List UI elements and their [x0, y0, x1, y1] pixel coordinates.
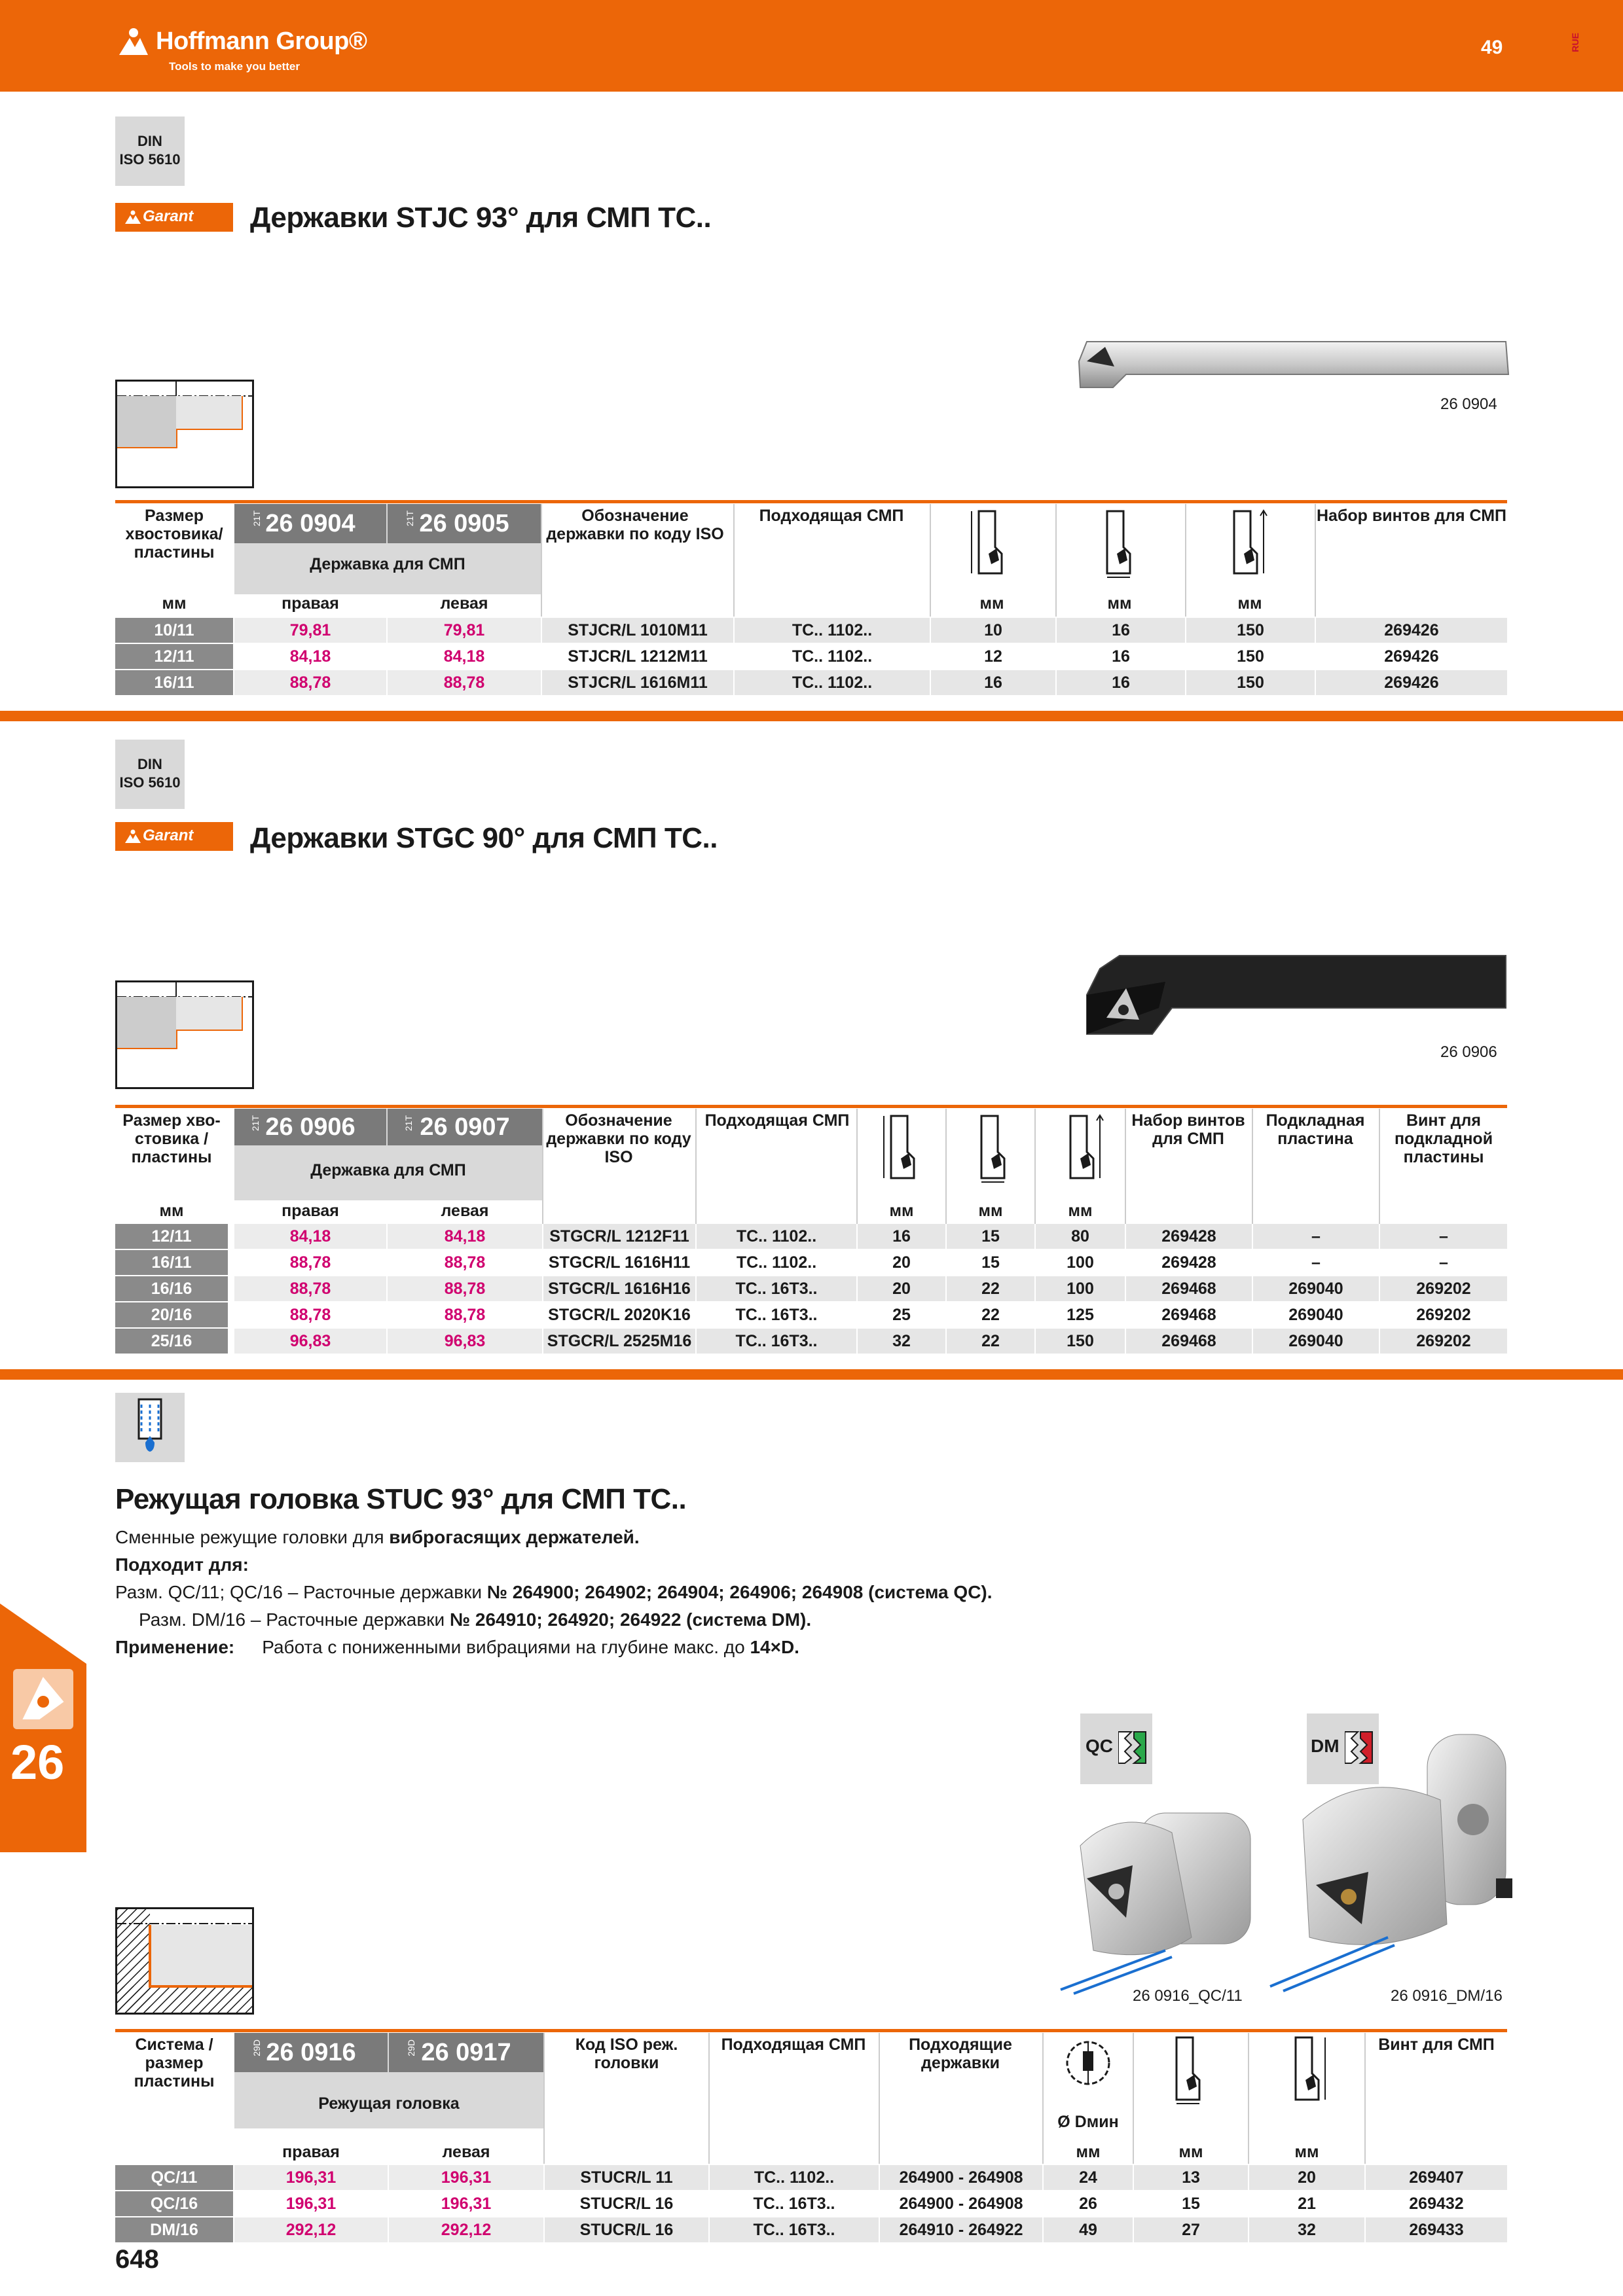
dimension-l-icon: [1061, 1113, 1106, 1185]
iso-label: ISO 5610: [119, 774, 181, 791]
cutting-head-qc-image: [1041, 1793, 1257, 1996]
cell-insert: TC.. 1102..: [792, 647, 873, 666]
table-row: [115, 644, 1507, 669]
article-code-right: [234, 2033, 388, 2072]
cell-holders: 264900 - 264908: [880, 2165, 1042, 2190]
coolant-icon: [115, 1393, 185, 1462]
dimension-f-icon: [1167, 2034, 1213, 2106]
cell-price-right: 196,31: [234, 2191, 388, 2216]
cell-dim3: 32: [1249, 2217, 1364, 2242]
unit-d1: мм: [889, 1202, 914, 1220]
code-number: 26 0904: [265, 510, 356, 537]
code-number: 26 0906: [265, 1113, 356, 1141]
cell-size: QC/16: [115, 2191, 233, 2216]
cell-designation: STUCR/L 11: [545, 2165, 708, 2190]
table-row: [115, 670, 1507, 695]
table-top-rule: [115, 2029, 1507, 2032]
cell-screws: 269428: [1161, 1253, 1216, 1272]
page-number-bottom: 648: [115, 2245, 159, 2274]
cell-price-left: 84,18: [388, 644, 541, 669]
unit-d3: мм: [1237, 594, 1262, 613]
chapter-tab: [0, 1604, 86, 1852]
table-row: [115, 1302, 1507, 1327]
cell-price-left: 88,78: [388, 1250, 542, 1275]
iso-label: ISO 5610: [119, 151, 181, 168]
cell-screws: 269426: [1384, 647, 1439, 666]
sketch-diagram: [117, 1909, 252, 2013]
dimension-h-icon: [881, 1113, 927, 1185]
din-iso-badge: [115, 740, 185, 809]
din-label: DIN: [137, 756, 162, 772]
cell-size: 16/16: [115, 1276, 228, 1301]
unit-d3: мм: [1068, 1202, 1093, 1220]
col-shim-header: Подкладная пластина: [1266, 1111, 1365, 1148]
cell-shim-screw: 269202: [1380, 1329, 1507, 1354]
cell-insert: TC.. 1102..: [736, 1253, 817, 1272]
unit-d2: мм: [978, 1202, 1003, 1220]
cell-price-right: 196,31: [234, 2165, 388, 2190]
cell-dim1: 26: [1079, 2195, 1097, 2213]
code-tag: 21T: [250, 1115, 261, 1132]
fits-line-1: [115, 1579, 1097, 1606]
cell-screw: 269433: [1366, 2217, 1507, 2242]
cell-shim-screw: 269202: [1416, 1306, 1471, 1324]
cell-price-left: 96,83: [388, 1329, 542, 1354]
garant-label: Garant: [143, 207, 194, 225]
cell-insert: TC.. 1102..: [735, 618, 930, 643]
cell-designation: STGCR/L 1616H11: [548, 1253, 691, 1272]
brand-tagline: Tools to make you better: [169, 60, 300, 73]
section-separator: [0, 1369, 1623, 1380]
table-row: [115, 2165, 1507, 2190]
article-code-right: [234, 1109, 386, 1145]
cell-price-left: 196,31: [389, 2191, 543, 2216]
figure-label: 26 0916_DM/16: [1391, 1987, 1503, 2005]
cell-shim-screw: 269202: [1380, 1276, 1507, 1301]
col-insert-header: Подходящая СМП: [759, 507, 904, 525]
cell-shim: –: [1311, 1253, 1321, 1272]
cell-shim: 269040: [1253, 1276, 1379, 1301]
cell-designation: STJCR/L 1616M11: [542, 670, 733, 695]
cell-dim1: 16: [858, 1224, 945, 1249]
cell-holders: 264900 - 264908: [899, 2195, 1023, 2213]
garant-logo-icon: [124, 829, 141, 844]
unit-right: правая: [282, 2143, 340, 2161]
cell-size: 12/11: [115, 1224, 228, 1249]
unit-d2: мм: [1107, 594, 1132, 613]
cell-dim3: 100: [1067, 1253, 1094, 1272]
cell-size: DM/16: [115, 2217, 233, 2242]
garant-label: Garant: [143, 827, 194, 844]
cell-dim3: 100: [1036, 1276, 1125, 1301]
section-title: Державки STGC 90° для СМП TC..: [250, 822, 718, 854]
col-screws-header: Набор винтов для СМП: [1131, 1111, 1245, 1148]
section-separator: [0, 711, 1623, 721]
cell-screws: 269468: [1126, 1276, 1252, 1301]
description-text: [115, 1524, 1097, 1661]
unit-left: левая: [442, 2143, 490, 2161]
cell-size: 12/11: [115, 644, 233, 669]
cell-designation: STGCR/L 2020K16: [548, 1306, 691, 1324]
qc-label: QC: [1085, 1736, 1113, 1756]
cell-size: 20/16: [115, 1302, 228, 1327]
cell-price-right: 96,83: [234, 1329, 386, 1354]
cell-designation: STGCR/L 1212F11: [543, 1224, 695, 1249]
cell-dim3: 20: [1249, 2165, 1364, 2190]
cell-designation: STGCR/L 1616H16: [543, 1276, 695, 1301]
col-insert-header: Подходящая СМП: [721, 2036, 866, 2054]
col-screw-header: Винт для СМП: [1378, 2036, 1495, 2054]
cell-dim1: 49: [1044, 2217, 1133, 2242]
unit-left: левая: [440, 594, 488, 613]
cell-designation: STGCR/L 2525M16: [543, 1329, 695, 1354]
table-top-rule: [115, 500, 1507, 503]
col-size-header: Размер хвостовика/ пластины: [125, 507, 223, 562]
price-subheader: Режущая головка: [318, 2094, 460, 2113]
cell-shim-screw: –: [1380, 1224, 1507, 1249]
dimension-b-icon: [972, 1113, 1017, 1185]
cell-shim-screw: –: [1439, 1253, 1448, 1272]
table-row: [115, 1250, 1507, 1275]
col-size-header: Размер хво- стовика / пластины: [122, 1111, 221, 1166]
cell-designation: STJCR/L 1010M11: [542, 618, 733, 643]
table-row: [115, 2191, 1507, 2216]
cell-screws: 269468: [1161, 1306, 1216, 1324]
fits-1-plain: Разм. QC/11; QC/16 – Расточные державки: [115, 1582, 487, 1602]
cell-dim1: 24: [1044, 2165, 1133, 2190]
article-code-left: [389, 2033, 543, 2072]
cutting-head-dm-image: [1264, 1728, 1512, 1996]
cell-screws: 269468: [1126, 1329, 1252, 1354]
cell-shim: 269040: [1253, 1329, 1379, 1354]
cell-holders: 264910 - 264922: [880, 2217, 1042, 2242]
cell-insert: TC.. 1102..: [735, 670, 930, 695]
price-subheader: Державка для СМП: [310, 1161, 466, 1179]
cell-insert: TC.. 16T3..: [753, 2195, 835, 2213]
table-row: [115, 2217, 1507, 2242]
code-number: 26 0905: [419, 510, 509, 537]
cell-size: QC/11: [115, 2165, 233, 2190]
cell-insert: TC.. 16T3..: [697, 1276, 856, 1301]
col-size-header: Система / размер пластины: [134, 2036, 215, 2090]
cell-dim1: 10: [931, 618, 1055, 643]
cell-price-left: 84,18: [388, 1224, 542, 1249]
code-number: 26 0907: [420, 1113, 510, 1141]
cell-screws: 269426: [1316, 618, 1507, 643]
col-designation-header: Код ISO реж. головки: [575, 2036, 678, 2072]
article-code-right: [234, 504, 386, 543]
brand-name: Hoffmann Group®: [156, 27, 367, 55]
fits-line-2: [115, 1606, 1097, 1634]
cell-shim: 269040: [1288, 1306, 1343, 1324]
table-top-rule: [115, 1105, 1507, 1108]
cell-dim3: 21: [1298, 2195, 1316, 2213]
code-tag: 29D: [251, 2039, 262, 2056]
unit-left: левая: [441, 1202, 489, 1220]
cell-price-right: 88,78: [234, 1302, 386, 1327]
app-bold: 14×D.: [750, 1637, 799, 1657]
cell-dim2: 16: [1112, 647, 1130, 666]
table-row: [115, 618, 1507, 643]
cell-dim1: 32: [858, 1329, 945, 1354]
cell-dim2: 15: [947, 1224, 1034, 1249]
qc-system-badge: [1080, 1713, 1152, 1784]
boring-sketch: [115, 1907, 254, 2015]
cell-dim3: 125: [1067, 1306, 1094, 1324]
unit-right: правая: [282, 1202, 339, 1220]
cell-price-right: 292,12: [234, 2217, 388, 2242]
section-title: Режущая головка STUC 93° для СМП TC..: [115, 1483, 687, 1515]
cell-price-left: 88,78: [388, 670, 541, 695]
cell-dim1: 16: [931, 670, 1055, 695]
cell-dim2: 15: [981, 1253, 1000, 1272]
cell-designation: STJCR/L 1212M11: [568, 647, 708, 666]
cell-dim3: 80: [1036, 1224, 1125, 1249]
unit-d1: мм: [1076, 2143, 1101, 2161]
cell-designation: STUCR/L 16: [545, 2217, 708, 2242]
cell-screws: 269426: [1316, 670, 1507, 695]
qc-interface-icon: [1118, 1729, 1148, 1766]
cell-price-right: 88,78: [234, 670, 386, 695]
unit-size: мм: [159, 1202, 184, 1220]
cell-dim2: 15: [1182, 2195, 1200, 2213]
table-row: [115, 1329, 1507, 1354]
cell-dim2: 22: [947, 1329, 1034, 1354]
cell-insert: TC.. 1102..: [697, 1224, 856, 1249]
unit-d2: мм: [1178, 2143, 1203, 2161]
din-iso-badge: [115, 117, 185, 186]
unit-right: правая: [282, 594, 339, 613]
cell-price-right: 88,78: [234, 1250, 386, 1275]
garant-logo-icon: [124, 210, 141, 224]
cell-dim2: 22: [981, 1306, 1000, 1324]
tool-sketch: [115, 380, 254, 488]
cell-dim3: 150: [1237, 647, 1264, 666]
cell-shim: –: [1253, 1224, 1379, 1249]
unit-d3: мм: [1294, 2143, 1319, 2161]
dimension-b-icon: [1097, 508, 1143, 580]
cell-dim1: 20: [858, 1276, 945, 1301]
unit-d1: мм: [979, 594, 1004, 613]
garant-badge: [115, 203, 233, 232]
table-row: [115, 1276, 1507, 1301]
cell-dim2: 16: [1057, 670, 1185, 695]
cell-insert: TC.. 16T3..: [710, 2217, 879, 2242]
tool-holder-image: [1080, 942, 1512, 1047]
col-holders-header: Подходящие державки: [909, 2036, 1012, 2072]
coolant-badge: [115, 1393, 185, 1462]
page-number-top: 49: [1481, 37, 1503, 58]
unit-size: мм: [162, 594, 187, 613]
app-plain: Работа с пониженными вибрациями на глубине макс. до: [262, 1637, 750, 1657]
cell-size: 16/11: [115, 1250, 228, 1275]
cell-price-right: 79,81: [234, 618, 386, 643]
table-row: [115, 1224, 1507, 1249]
fits-2-plain: Разм. DM/16 – Расточные державки: [139, 1609, 450, 1630]
article-code-left: [388, 504, 541, 543]
price-subheader: Державка для СМП: [310, 555, 465, 573]
cell-dim2: 27: [1134, 2217, 1248, 2242]
code-tag: 21T: [405, 511, 415, 527]
cell-designation: STUCR/L 16: [579, 2195, 674, 2213]
garant-badge: [115, 822, 233, 851]
tool-sketch: [115, 980, 254, 1089]
cell-dim1: 12: [984, 647, 1002, 666]
cell-insert: TC.. 16T3..: [735, 1306, 818, 1324]
code-number: 26 0916: [266, 2039, 356, 2066]
cell-price-left: 88,78: [388, 1302, 542, 1327]
col-shim-screw-header: Винт для подкладной пластины: [1394, 1111, 1493, 1166]
cell-dim1: 25: [892, 1306, 911, 1324]
figure-label: 26 0904: [1440, 395, 1497, 413]
dmin-label: Ø Dмин: [1057, 2113, 1119, 2131]
col-designation-header: Обозначение державки по коду ISO: [546, 507, 724, 543]
intro-line: [115, 1524, 1097, 1551]
col-screws-header: Набор винтов для СМП: [1316, 507, 1507, 525]
cell-screw: 269432: [1409, 2195, 1464, 2213]
app-label: Применение:: [115, 1637, 235, 1657]
cell-dim3: 150: [1036, 1329, 1125, 1354]
chapter-number: 26: [10, 1735, 65, 1789]
intro-plain: Сменные режущие головки для: [115, 1527, 390, 1547]
section-title: Державки STJC 93° для СМП TC..: [250, 202, 712, 234]
cell-price-right: 88,78: [234, 1276, 386, 1301]
sketch-diagram: [117, 382, 252, 486]
code-tag: 29D: [406, 2039, 416, 2056]
cell-insert: TC.. 16T3..: [697, 1329, 856, 1354]
bore-diameter-icon: [1062, 2037, 1114, 2089]
cell-price-left: 88,78: [388, 1276, 542, 1301]
tool-holder-image: [1074, 335, 1512, 394]
cell-dim3: 150: [1186, 618, 1315, 643]
code-tag: 21T: [251, 511, 262, 527]
fits-2-bold: № 264910; 264920; 264922 (система DM).: [449, 1609, 812, 1630]
cell-dim1: 20: [892, 1253, 911, 1272]
dimension-l-icon: [1224, 508, 1270, 580]
cell-price-left: 196,31: [389, 2165, 543, 2190]
cell-price-left: 292,12: [389, 2217, 543, 2242]
cell-screws: 269428: [1126, 1224, 1252, 1249]
dimension-h-icon: [969, 508, 1015, 580]
cell-price-right: 84,18: [234, 1224, 386, 1249]
sketch-diagram: [117, 982, 252, 1087]
language-code: RUE: [1570, 33, 1580, 52]
figure-label: 26 0916_QC/11: [1133, 1987, 1243, 2005]
cell-dim2: 16: [1057, 618, 1185, 643]
cell-screw: 269407: [1366, 2165, 1507, 2190]
dm-label: DM: [1311, 1736, 1340, 1756]
intro-bold: виброгасящих держателей.: [389, 1527, 640, 1547]
cell-size: 25/16: [115, 1329, 228, 1354]
article-code-left: [388, 1109, 542, 1145]
dimension-l-icon: [1286, 2034, 1332, 2106]
hoffmann-logo-icon: [118, 27, 149, 56]
cell-price-left: 79,81: [388, 618, 541, 643]
figure-label: 26 0906: [1440, 1043, 1497, 1061]
cell-size: 16/11: [115, 670, 233, 695]
cell-dim3: 150: [1186, 670, 1315, 695]
col-insert-header: Подходящая СМП: [704, 1111, 850, 1130]
cell-dim2: 22: [947, 1276, 1034, 1301]
cell-size: 10/11: [115, 618, 233, 643]
cell-insert: TC.. 1102..: [710, 2165, 879, 2190]
fits-1-bold: № 264900; 264902; 264904; 264906; 264908 (система QC).: [486, 1582, 993, 1602]
application-line: [115, 1634, 1097, 1661]
cell-price-right: 84,18: [234, 644, 386, 669]
code-tag: 21T: [403, 1115, 414, 1132]
fits-label: Подходит для:: [115, 1554, 249, 1575]
code-number: 26 0917: [421, 2039, 511, 2066]
cell-dim2: 13: [1134, 2165, 1248, 2190]
din-label: DIN: [137, 133, 162, 149]
col-designation-header: Обозначение державки по коду ISO: [546, 1111, 691, 1166]
